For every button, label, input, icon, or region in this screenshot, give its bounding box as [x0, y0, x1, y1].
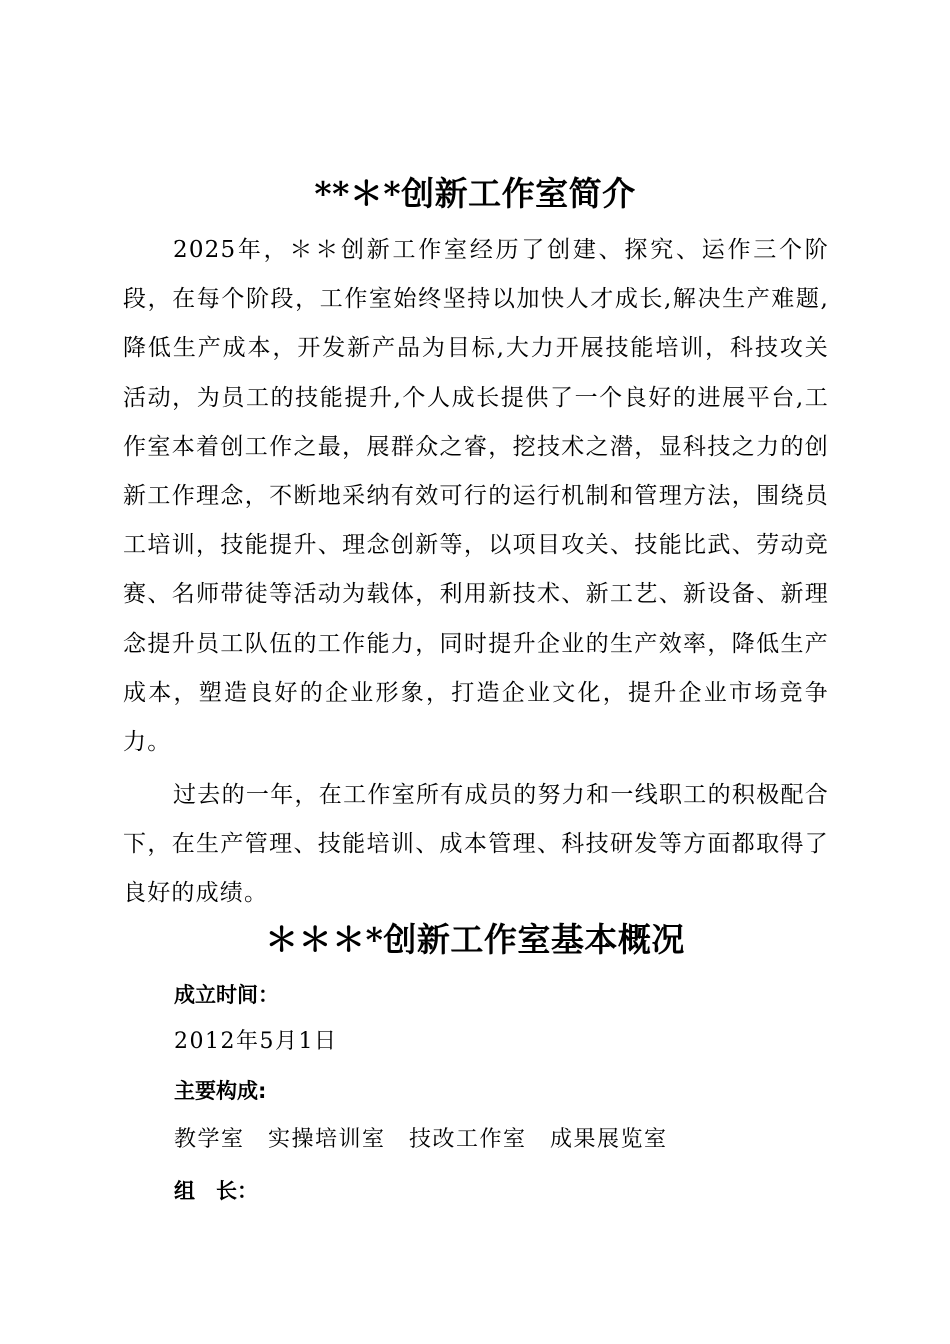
founded-label: 成立时间： [174, 983, 279, 1007]
founded-value: 2012年5月1日 [174, 1029, 338, 1054]
intro-paragraph: 2025年，＊＊创新工作室经历了创建、探究、运作三个阶段，在每个阶段，工作室始终坚持以加快人才成长,解决生产难题,降低生产成本，开发新产品为目标,大力开展技能培训，科技攻关活动，为员工的技能提升,个人成长提供了一个良好的进展平台,工作室本着创工作之最，展群众之睿，挖技术之潜，显科技之力的创新工作理念，不断地采纳有效可行的运行机制和管理方法，围绕员工培训，技能提升、理念创新等，以项目攻关、技能比武、劳动竞赛、名师带徒等活动为载体，利用新技术、新工艺、新设备、新理念提升员工队伍的工作能力，同时提升企业的生产效率，降低生产成本，塑造良好的企业形象，打造企业文化，提升企业市场竞争力。 [123, 237, 829, 756]
composition-label: 主要构成: [174, 1079, 267, 1103]
document-title: **＊*创新工作室简介 [314, 174, 636, 213]
composition-value: 教学室 实操培训室 技改工作室 成果展览室 [174, 1127, 668, 1152]
achievement-paragraph: 过去的一年，在工作室所有成员的努力和一线职工的积极配合下，在生产管理、技能培训、成本管理、科技研发等方面都取得了良好的成绩。 [123, 782, 829, 907]
overview-title: ＊＊＊*创新工作室基本概况 [265, 920, 685, 959]
leader-label: 组 长： [174, 1179, 258, 1203]
